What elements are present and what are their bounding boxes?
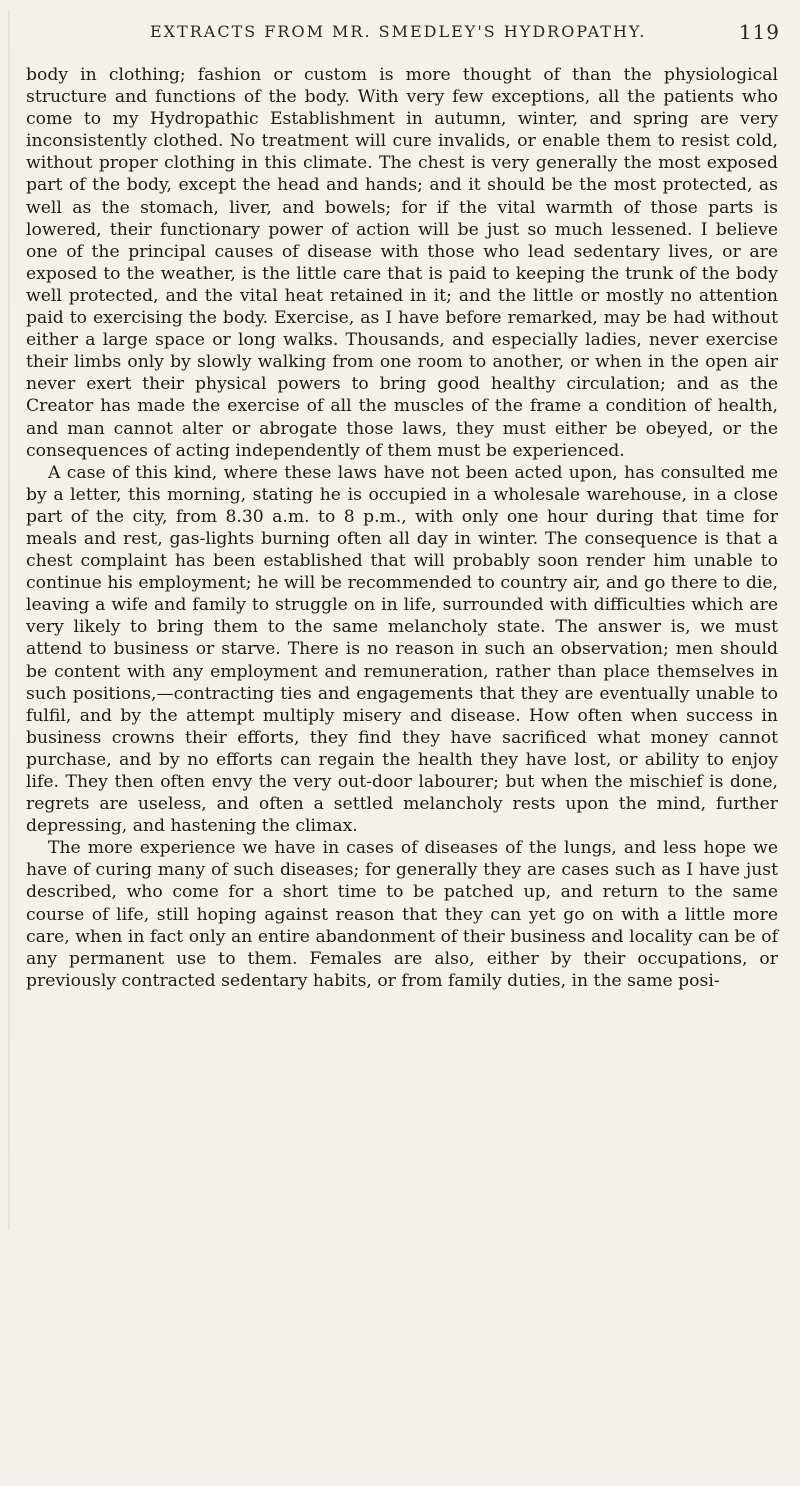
- running-title: EXTRACTS FROM MR. SMEDLEY'S HYDROPATHY.: [150, 22, 647, 41]
- body-text: [26, 64, 778, 1464]
- paragraph-3: The more experience we have in cases of diseases of the lungs, and less hope we have of curing many of such diseases; for generally they are cases such as I have just described, who come for a short time to be patched up, and return to the same course of life, still hoping against reason that they can yet go on with a little more care, when in fact only an entire abandonment of their business and locality can be of any permanent use to them. Females are also, either by their occupations, or previously contracted sedentary habits, or from family duties, in the same posi-: [26, 838, 778, 991]
- paragraph-1: body in clothing; fashion or custom is more thought of than the physiological structure and functions of the body. With very few exceptions, all the patients who come to my Hydropathic Establishment in autumn, winter, and spring are very inconsistently clothed. No treatment will cure invalids, or enable them to resist cold, without proper clothing in this climate. The chest is very generally the most exposed part of the body, except the head and hands; and it should be the most protected, as well as the stomach, liver, and bowels; for if the vital warmth of those parts is lowered, their functionary power of action will be just so much lessened. I believe one of the principal causes of disease with those who lead sedentary lives, or are exposed to the weather, is the little care that is paid to keeping the trunk of the body well protected, and the vital heat retained in it; and the little or mostly no attention paid to exercising the body. Exercise, as I have before remarked, may be had without either a large space or long walks. Thousands, and especially ladies, never exercise their limbs only by slowly walking from one room to another, or when in the open air never exert their physical powers to bring good healthy circulation; and as the Creator has made the exercise of all the muscles of the frame a condition of health, and man cannot alter or abrogate those laws, they must either be obeyed, or the consequences of acting independently of them must be experienced.: [26, 65, 778, 461]
- page-header: [150, 20, 780, 50]
- page-edge-shadow: [8, 10, 10, 1230]
- paragraph-2: A case of this kind, where these laws have not been acted upon, has consulted me by a letter, this morning, stating he is occupied in a wholesale warehouse, in a close part of the city, from 8.30 a.m. to 8 p.m., with only one hour during that time for meals and rest, gas-lights burning often all day in winter. The consequence is that a chest complaint has been established that will probably soon render him unable to continue his employment; he will be recommended to country air, and go there to die, leaving a wife and family to struggle on in life, surrounded with difficulties which are very likely to bring them to the same melancholy state. The answer is, we must attend to business or starve. There is no reason in such an observation; men should be content with any employment and remuneration, rather than place themselves in such positions,—contracting ties and engagements that they are eventually unable to fulfil, and by the attempt multiply misery and disease. How often when success in business crowns their efforts, they find they have sacrificed what money cannot purchase, and by no efforts can regain the health they have lost, or ability to enjoy life. They then often envy the very out-door labourer; but when the mischief is done, regrets are useless, and often a settled melancholy rests upon the mind, further depressing, and hastening the climax.: [26, 462, 778, 837]
- page-number: 119: [738, 20, 780, 44]
